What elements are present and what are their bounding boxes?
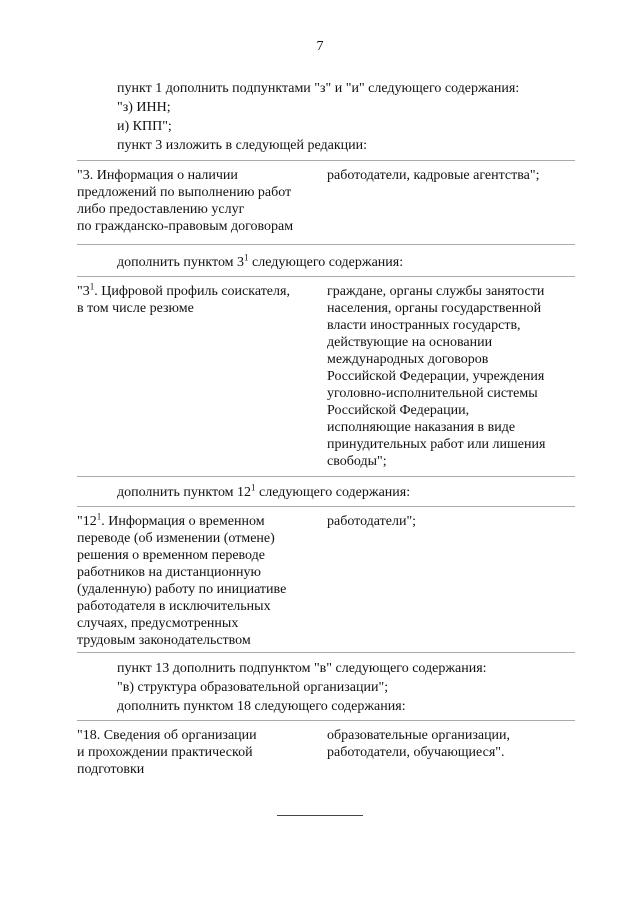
separator-line [77,244,575,245]
row-18-left: "18. Сведения об организации и прохождении практической подготовки [77,728,257,777]
row-3-right: работодатели, кадровые агентства"; [327,168,540,183]
end-rule [277,815,363,816]
amend-line-5: дополнить пунктом $3^1$ следующего содержания: [117,252,404,270]
amend-line-2: "з) ИНН; [117,100,171,115]
amend-line-4: пункт 3 изложить в следующей редакции: [117,138,367,153]
separator-line [77,506,575,507]
amend-line-8: "в) структура образовательной организации"; [117,680,389,695]
separator-line [77,160,575,161]
separator-line [77,276,575,277]
separator-line [77,652,575,653]
amend-line-9: дополнить пунктом 18 следующего содержания: [117,699,406,714]
row-3-left: "3. Информация о наличии предложений по выполнению работ либо предоставлению услуг по гражданско-правовым договорам [77,168,294,234]
row-12-1-left: "$12^1$. Информация о временном переводе (об изменении (отмене) решения о временном переводе работников на дистанционную (удаленную) работу по инициативе работодателя в исключительных случаях, предусмотренных трудовым законодательством [77,511,287,648]
row-12-1-right: работодатели"; [327,514,417,529]
row-3-1-right: граждане, органы службы занятости населения, органы государственной власти иностранных государств, действующие на основании международных договоров Российской Федерации, учреждения уголовно-исполнительной системы Российской Федерации, исполняющие наказания в виде принудительных работ или лишения свободы"; [327,284,546,469]
page-number: 7 [316,39,324,54]
row-18-right: образовательные организации, работодатели, обучающиеся". [327,728,511,760]
amend-line-7: пункт 13 дополнить подпунктом "в" следующего содержания: [117,661,487,676]
row-3-1-left: "$3^1$. Цифровой профиль соискателя, в том числе резюме [77,281,290,316]
amend-line-3: и) КПП"; [117,119,172,134]
separator-line [77,720,575,721]
amend-line-6: дополнить пунктом $12^1$ следующего содержания: [117,482,411,500]
separator-line [77,476,575,477]
amend-line-1: пункт 1 дополнить подпунктами "з" и "и" следующего содержания: [117,81,520,96]
